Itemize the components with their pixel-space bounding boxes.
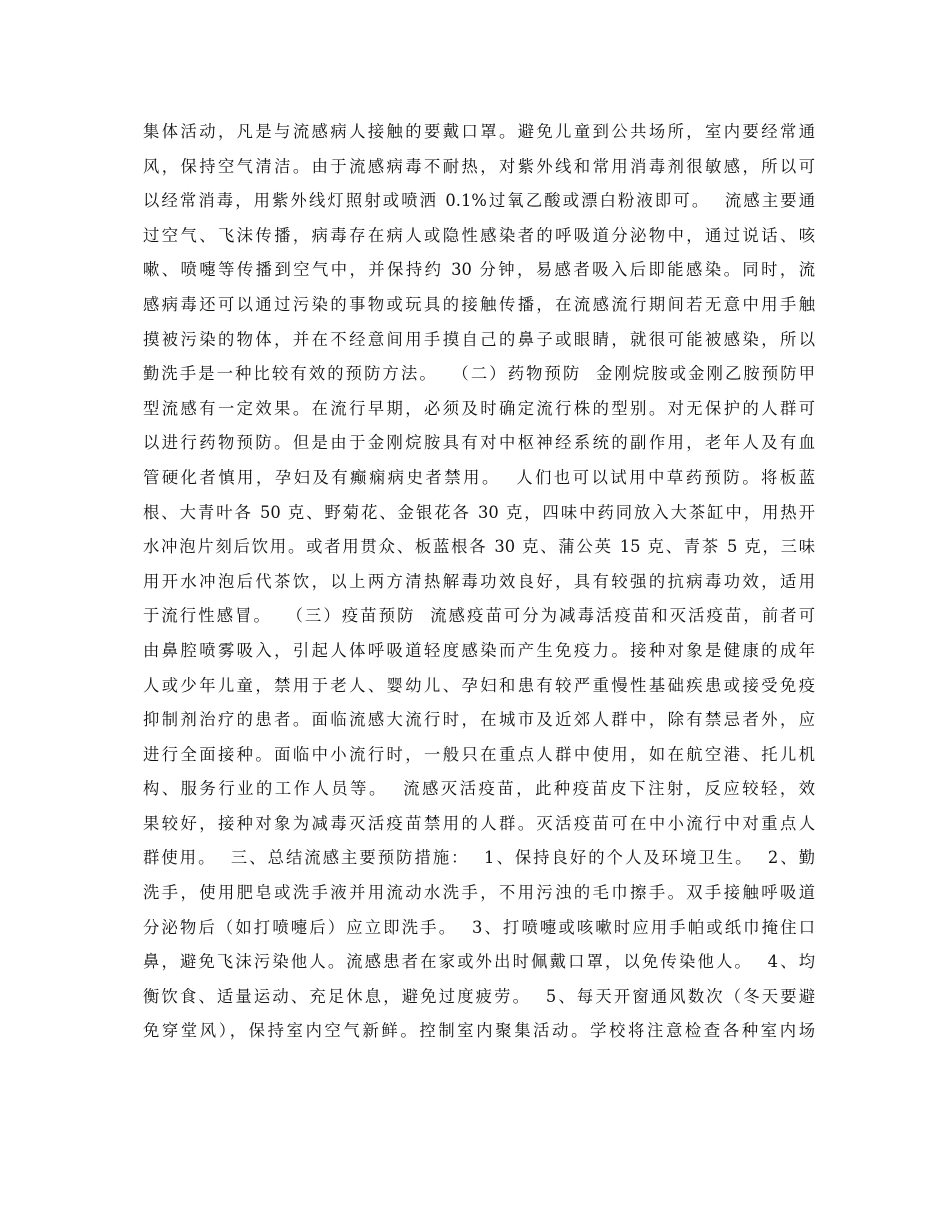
text-line: 以经常消毒，用紫外线灯照射或喷洒 0.1%过氧乙酸或漂白粉液即可。 流感主要通: [143, 191, 815, 211]
text-line: 过空气、飞沫传播，病毒存在病人或隐性感染者的呼吸道分泌物中，通过说话、咳: [143, 225, 815, 245]
text-line: 以进行药物预防。但是由于金刚烷胺具有对中枢神经系统的副作用，老年人及有血: [143, 433, 815, 453]
text-line: 由鼻腔喷雾吸入，引起人体呼吸道轻度感染而产生免疫力。接种对象是健康的成年: [143, 640, 815, 660]
text-line: 进行全面接种。面临中小流行时，一般只在重点人群中使用，如在航空港、托儿机: [143, 744, 815, 764]
text-line: 勤洗手是一种比较有效的预防方法。 （二）药物预防 金刚烷胺或金刚乙胺预防甲: [143, 364, 815, 384]
text-line: 于流行性感冒。 （三）疫苗预防 流感疫苗可分为减毒活疫苗和灭活疫苗，前者可: [143, 606, 815, 626]
text-line: 用开水冲泡后代茶饮，以上两方清热解毒功效良好，具有较强的抗病毒功效，适用: [143, 571, 815, 591]
text-line: 衡饮食、适量运动、充足休息，避免过度疲劳。 5、每天开窗通风数次（冬天要避: [143, 986, 815, 1006]
text-line: 构、服务行业的工作人员等。 流感灭活疫苗，此种疫苗皮下注射，反应较轻，效: [143, 779, 815, 799]
text-line: 集体活动，凡是与流感病人接触的要戴口罩。避免儿童到公共场所，室内要经常通: [143, 122, 815, 141]
text-line: 免穿堂风），保持室内空气新鲜。控制室内聚集活动。学校将注意检查各种室内场: [143, 1021, 815, 1041]
text-line: 摸被污染的物体，并在不经意间用手摸自己的鼻子或眼睛，就很可能被感染，所以: [143, 329, 815, 349]
text-line: 感病毒还可以通过污染的事物或玩具的接触传播，在流感流行期间若无意中用手触: [143, 294, 815, 314]
text-line: 人或少年儿童，禁用于老人、婴幼儿、孕妇和患有较严重慢性基础疾患或接受免疫: [143, 675, 815, 695]
text-line: 根、大青叶各 50 克、野菊花、金银花各 30 克，四味中药同放入大茶缸中，用热开: [143, 502, 815, 522]
text-line: 管硬化者慎用，孕妇及有癫痫病史者禁用。 人们也可以试用中草药预防。将板蓝: [143, 467, 815, 487]
text-line: 洗手，使用肥皂或洗手液并用流动水洗手，不用污浊的毛巾擦手。双手接触呼吸道: [143, 883, 815, 903]
text-line: 果较好，接种对象为减毒灭活疫苗禁用的人群。灭活疫苗可在中小流行中对重点人: [143, 813, 815, 833]
text-line: 水冲泡片刻后饮用。或者用贯众、板蓝根各 30 克、蒲公英 15 克、青茶 5 克，三味: [143, 537, 815, 557]
text-line: 鼻，避免飞沫污染他人。流感患者在家或外出时佩戴口罩，以免传染他人。 4、均: [143, 952, 815, 972]
text-line: 嗽、喷嚏等传播到空气中，并保持约 30 分钟，易感者吸入后即能感染。同时，流: [143, 260, 815, 280]
text-line: 群使用。 三、总结流感主要预防措施： 1、保持良好的个人及环境卫生。 2、勤: [143, 848, 815, 868]
text-line: 型流感有一定效果。在流行早期，必须及时确定流行株的型别。对无保护的人群可: [143, 398, 815, 418]
text-line: 分泌物后（如打喷嚏后）应立即洗手。 3、打喷嚏或咳嗽时应用手帕或纸巾掩住口: [143, 917, 815, 937]
text-line: 风，保持空气清洁。由于流感病毒不耐热，对紫外线和常用消毒剂很敏感，所以可: [143, 156, 815, 176]
body-text: [143, 115, 815, 1049]
text-line: 抑制剂治疗的患者。面临流感大流行时，在城市及近郊人群中，除有禁忌者外，应: [143, 710, 815, 730]
